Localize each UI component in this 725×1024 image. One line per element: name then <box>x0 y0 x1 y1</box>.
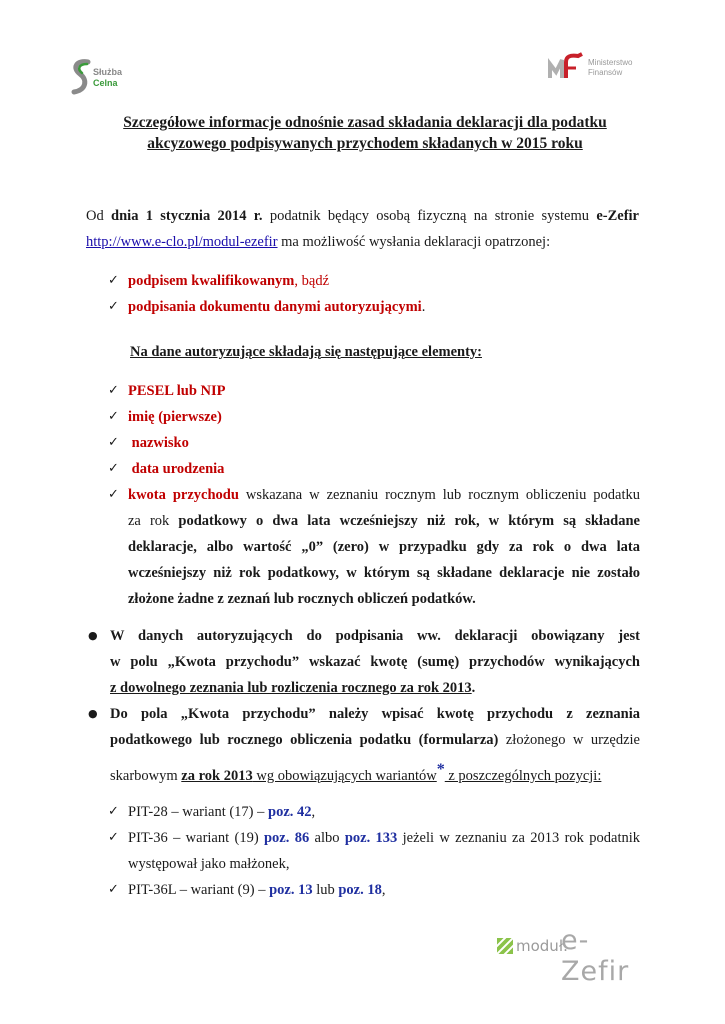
auth-item-pesel <box>108 378 628 404</box>
checkmark-icon: ✓ <box>108 804 119 819</box>
intro-date: dnia 1 stycznia 2014 r. <box>111 208 263 224</box>
bullet-paragraph-2 <box>88 701 640 789</box>
sign-option-1 <box>108 268 628 294</box>
auth-item-label: imię (pierwsze) <box>128 409 222 425</box>
footnote-star: * <box>436 761 445 778</box>
bullet-icon: ● <box>88 629 98 642</box>
pit-36l-pos-2: poz. 18 <box>338 882 382 898</box>
sign-option-2-rest: . <box>421 299 426 315</box>
auth-item-label: PESEL lub NIP <box>128 383 226 399</box>
pit-36l-pos-1: poz. 13 <box>269 882 313 898</box>
logo-right-line2: Finansów <box>588 68 623 77</box>
kwota-line-2b: podatkowy o dwa lata wcześniejszy niż rok, w którym są składane <box>178 513 640 529</box>
kwota-label: kwota przychodu <box>128 487 239 503</box>
bullet-icon: ● <box>88 707 98 720</box>
bullet1-line-2: w polu „Kwota przychodu” wskazać kwotę (sumę) przychodów wynikających <box>110 654 640 670</box>
ministerstwo-finansow-logo <box>548 50 648 84</box>
bullet-paragraph-1 <box>88 623 640 701</box>
pit-36-continuation: występował jako małżonek, <box>128 856 290 872</box>
checkmark-icon: ✓ <box>108 830 119 845</box>
footer-brand-prefix: moduł. <box>516 937 568 955</box>
auth-item-label: nazwisko <box>128 435 189 451</box>
bullet2-line-2-bold: podatkowego lub rocznego obliczenia podatku (formularza) <box>110 732 499 748</box>
auth-item-income <box>108 482 640 612</box>
intro-paragraph <box>86 203 639 255</box>
sluzba-celna-logo <box>68 56 148 98</box>
sign-option-2-bold: podpisania dokumentu danymi autoryzującymi <box>128 299 422 315</box>
pit-28-text: PIT-28 – wariant (17) – <box>128 804 269 820</box>
sign-option-2 <box>108 294 628 320</box>
bullet2-line-3a: skarbowym <box>110 767 182 784</box>
intro-text-2: podatnik będący osobą fizyczną na stronie systemu <box>262 208 597 224</box>
bullet1-line-1: W danych autoryzujących do podpisania ww. deklaracji obowiązany jest <box>110 628 640 644</box>
sign-option-1-bold: podpisem kwalifikowanym <box>128 273 295 289</box>
bullet2-line-3d: z poszczególnych pozycji: <box>444 767 602 784</box>
sign-option-1-rest: , bądź <box>294 273 330 289</box>
title-line2: akcyzowego podpisywanych przychodem składanych w 2015 roku <box>147 135 583 152</box>
pit-36l-text: PIT-36L – wariant (9) – <box>128 882 270 898</box>
page-title <box>60 112 670 154</box>
striped-square-icon <box>497 938 513 954</box>
ezefir-footer-logo <box>497 924 647 987</box>
bullet1-line-3-end: . <box>471 680 476 696</box>
ezefir-link[interactable]: http://www.e-clo.pl/modul-ezefir <box>86 234 278 250</box>
pit-item-28 <box>108 799 640 825</box>
kwota-line-2a: za rok <box>128 513 179 529</box>
pit-36l-end: , <box>381 882 386 898</box>
pit-item-36l <box>108 877 640 903</box>
intro-text-3: ma możliwość wysłania deklaracji opatrzonej: <box>277 234 551 250</box>
checkmark-icon: ✓ <box>108 299 119 314</box>
mf-emblem-icon <box>548 52 588 82</box>
logo-left-line2: Celna <box>93 78 118 88</box>
auth-item-name <box>108 404 628 430</box>
pit-28-pos: poz. 42 <box>268 804 312 820</box>
auth-item-birthdate <box>108 456 628 482</box>
kwota-line-3: deklaracje, albo wartość „0” (zero) w przypadku gdy za rok o dwa lata <box>128 539 640 555</box>
intro-system-name: e-Zefir <box>596 208 639 224</box>
auth-item-surname <box>108 430 628 456</box>
pit-36-or: albo <box>309 830 345 846</box>
bullet2-line-2-rest: złożonego w urzędzie <box>498 732 640 748</box>
pit-36l-or: lub <box>312 882 339 898</box>
sluzba-celna-emblem-icon <box>70 58 92 96</box>
checkmark-icon: ✓ <box>108 882 119 897</box>
bullet2-year: za rok 2013 <box>181 767 253 784</box>
pit-36-pos-1: poz. 86 <box>263 830 310 846</box>
checkmark-icon: ✓ <box>108 383 119 398</box>
logo-right-line1: Ministerstwo <box>588 58 633 67</box>
pit-28-end: , <box>311 804 316 820</box>
pit-item-36 <box>108 825 640 877</box>
checkmark-icon: ✓ <box>108 409 119 424</box>
logo-left-line1: Służba <box>93 67 123 77</box>
pit-36-rest: jeżeli w zeznaniu za 2013 rok podatnik <box>397 830 640 846</box>
bullet2-variants: wg obowiązujących wariantów <box>252 767 437 784</box>
pit-36-pos-2: poz. 133 <box>344 830 398 846</box>
checkmark-icon: ✓ <box>108 273 119 288</box>
auth-heading: Na dane autoryzujące składają się następujące elementy: <box>130 344 482 360</box>
kwota-line-4: wcześniejszy niż rok podatkowy, w którym są składane deklaracje nie zostało <box>128 565 640 581</box>
checkmark-icon: ✓ <box>108 435 119 450</box>
auth-item-label: data urodzenia <box>128 461 225 477</box>
kwota-line-5: złożone żadne z zeznań lub rocznych obliczeń podatków. <box>128 591 476 607</box>
bullet1-line-3: z dowolnego zeznania lub rozliczenia rocznego za rok 2013 <box>110 680 472 696</box>
kwota-line-1: wskazana w zeznaniu rocznym lub rocznym obliczeniu podatku <box>238 487 640 503</box>
bullet2-line-1: Do pola „Kwota przychodu” należy wpisać kwotę przychodu z zeznania <box>110 706 640 722</box>
pit-36-text: PIT-36 – wariant (19) <box>128 830 264 846</box>
footer-brand-name: e-Zefir <box>561 925 630 987</box>
checkmark-icon: ✓ <box>108 461 119 476</box>
intro-text-1: Od <box>86 208 112 224</box>
title-line1: Szczegółowe informacje odnośnie zasad składania deklaracji dla podatku <box>123 114 607 131</box>
checkmark-icon: ✓ <box>108 487 119 502</box>
